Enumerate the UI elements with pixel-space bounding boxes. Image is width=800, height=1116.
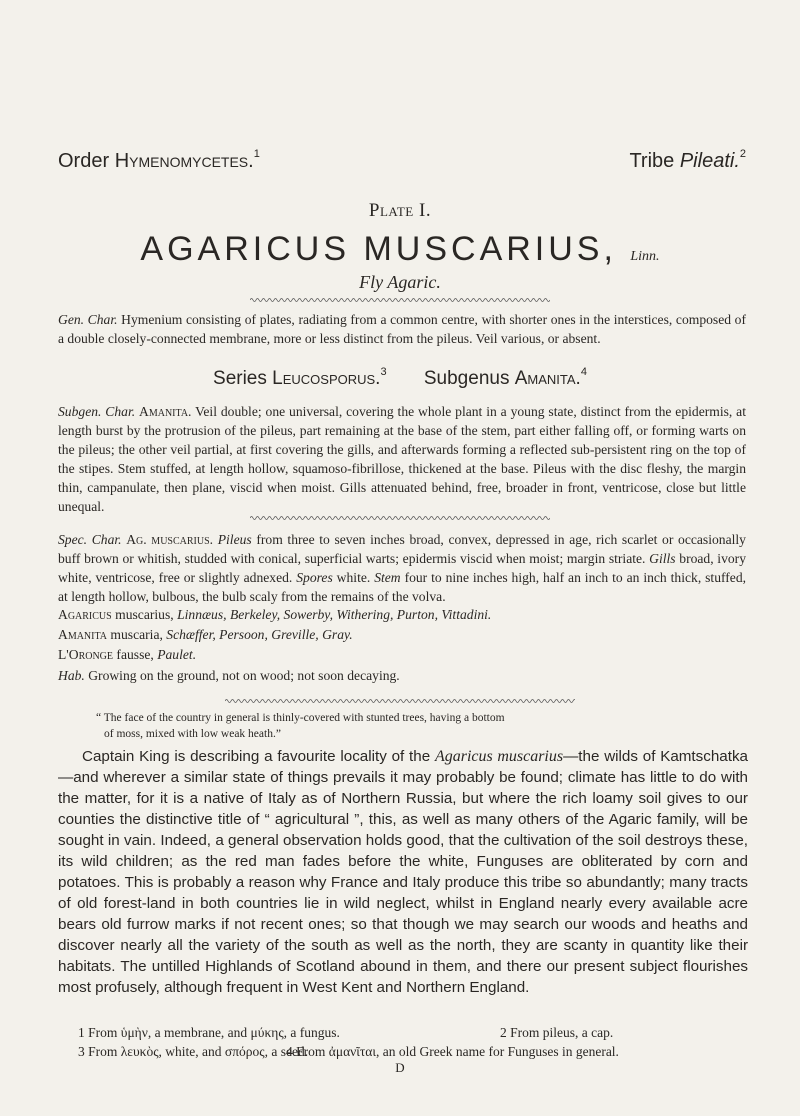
body-text-rest: —the wilds of Kamtschatka—and wherever a similar state of things prevails it may probably be found; climate has little to do with the matter, for it is a native of Italy as of Northern Russia, but where the rich loamy soil gives to our counties the distinctive title of “ agricultural ”, this, as well as many others of the Agaric family, will be sought in vain. Indeed, a general observation holds good, that the cultivation of the soil destroys these, its wild children; as the red man fades before the white, Funguses are obliterated by corn and potatoes. This is probably a reason why France and Italy produce this tribe so abundantly; many tracts of old forest-land in both countries lie in wild neglect, whilst in England nearly every available acre bears old furrow marks if not recent ones; so that though we may search our woods and heaths and discover nearly all the variety of the south as well as the north, they are scanty in quantity like their habitats. The untilled Highlands of Scotland abound in them, and there our present subject flourishes most profusely, although frequent in West Kent and Northern England. xyxy=(58,748,748,996)
footnote-ref-4: 4 xyxy=(580,366,587,378)
footnote-2: 2 From pileus, a cap. xyxy=(500,1025,614,1040)
body-paragraph xyxy=(58,746,748,998)
signature-mark: D xyxy=(395,1060,405,1075)
gills-label: Gills xyxy=(649,551,676,566)
footnote-ref-3: 3 xyxy=(380,366,387,378)
order-heading xyxy=(58,150,260,173)
wavy-rule xyxy=(225,698,575,704)
habitat-text: Growing on the ground, not on wood; not soon decaying. xyxy=(88,668,400,683)
wavy-rule xyxy=(250,515,550,521)
synonym-authors: Linnæus, Berkeley, Sowerby, Withering, Purton, Vittadini. xyxy=(177,607,492,622)
order-label: Order xyxy=(58,150,110,172)
subgen-char-name: Amanita. xyxy=(139,404,192,419)
synonym-genus: Amanita xyxy=(58,627,108,642)
subgenus-character xyxy=(58,402,746,516)
subgenus-label: Subgenus xyxy=(423,368,510,389)
tribe-name: Pileati. xyxy=(679,150,740,172)
genus-character xyxy=(58,310,746,348)
plate-number: Plate I. xyxy=(368,200,432,221)
synonym-species: muscaria, xyxy=(110,627,163,642)
gills-text: broad, ivory white, ventricose, free or slightly adnexed. xyxy=(58,551,747,585)
pileus-text: from three to seven inches broad, convex, depressed in age, rich scarlet or occasionally buff brown or whitish, studded with conical, superficial warts; epidermis viscid when moist; margin striate. xyxy=(58,532,746,566)
footnote-ref-1: 1 xyxy=(253,148,260,160)
spores-label: Spores xyxy=(296,570,333,585)
footnote-1: 1 From ὑμὴν, a membrane, and μύκης, a fungus. xyxy=(78,1025,340,1040)
synonym-row xyxy=(58,625,746,645)
synonym-authors: Schæffer, Persoon, Greville, Gray. xyxy=(166,627,353,642)
footnote-4: 4 From ἀμανῖται, an old Greek name for Funguses in general. xyxy=(286,1044,619,1059)
footnote-ref-2: 2 xyxy=(739,148,746,160)
subgen-char-label: Subgen. Char. xyxy=(58,404,136,419)
synonym-authors: Paulet. xyxy=(157,647,197,662)
synonym-row xyxy=(58,645,746,665)
common-name: Fly Agaric. xyxy=(359,272,441,292)
synonym-species: muscarius, xyxy=(115,607,174,622)
running-header xyxy=(58,150,746,178)
series-name: Leucosporus. xyxy=(272,368,381,389)
habitat xyxy=(58,666,746,686)
pileus-label: Pileus xyxy=(217,532,252,547)
species-character xyxy=(58,530,746,606)
body-text-start: Captain King is describing a favourite locality of the xyxy=(82,748,431,765)
species-title xyxy=(0,230,800,269)
quote-line: “ The face of the country in general is thinly-covered with stunted trees, having a bottom xyxy=(96,712,505,724)
tribe-label: Tribe xyxy=(629,150,675,172)
gen-char-label: Gen. Char. xyxy=(58,312,118,327)
quote-line: of moss, mixed with low weak heath.” xyxy=(104,728,281,740)
gen-char-text: Hymenium consisting of plates, radiating from a common centre, with shorter ones in the interstices, composed of a double closely-connected membrane, more or less distinct from the pileus. Veil various, or absent. xyxy=(58,312,746,346)
series-label: Series xyxy=(213,368,267,389)
wavy-rule xyxy=(250,297,550,303)
footnote-3: 3 From λευκὸς, white, and σπόρος, a seed. xyxy=(78,1044,309,1059)
subgenus-part xyxy=(424,368,587,389)
spec-char-label: Spec. Char. xyxy=(58,532,122,547)
synonym-genus: L'Oronge xyxy=(58,647,114,662)
synonym-list xyxy=(58,605,746,686)
body-species-name: Agaricus muscarius xyxy=(434,748,564,765)
epigraph-quote xyxy=(96,710,716,742)
spec-char-name: Ag. muscarius. xyxy=(126,532,214,547)
habitat-label: Hab. xyxy=(58,668,85,683)
species-authority: Linn. xyxy=(630,249,660,264)
series-part xyxy=(213,368,387,389)
species-name: AGARICUS MUSCARIUS, xyxy=(140,230,617,268)
synonym-species: fausse, xyxy=(116,647,154,662)
synonym-row xyxy=(58,605,746,625)
stem-text: four to nine inches high, half an inch to an inch thick, stuffed, at length hollow, bulbous, the bulb scaly from the remains of the volva. xyxy=(58,570,747,604)
order-name: Hymenomycetes. xyxy=(114,150,254,172)
series-heading xyxy=(0,368,800,390)
tribe-heading xyxy=(629,150,746,173)
synonym-genus: Agaricus xyxy=(58,607,112,622)
subgen-char-text: Veil double; one universal, covering the whole plant in a young state, distinct from the epidermis, at length burst by the protrusion of the pileus, part remaining at the base of the stem, part either falling off, or forming warts on the pileus; the other veil partial, at first covering the gills, and afterwards forming a reflected sub-persistent ring on the top of the stipes. Stem stuffed, at length hollow, squamoso-fibrillose, thickened at the base. Pileus with the disc fleshy, the margin thin, campanulate, then plane, viscid when moist. Gills attenuated behind, free, broader in front, ventricose, close but little unequal. xyxy=(58,404,746,514)
spores-text: white. xyxy=(336,570,371,585)
footnotes xyxy=(58,1023,748,1061)
subgenus-name: Amanita. xyxy=(514,368,581,389)
stem-label: Stem xyxy=(374,570,401,585)
